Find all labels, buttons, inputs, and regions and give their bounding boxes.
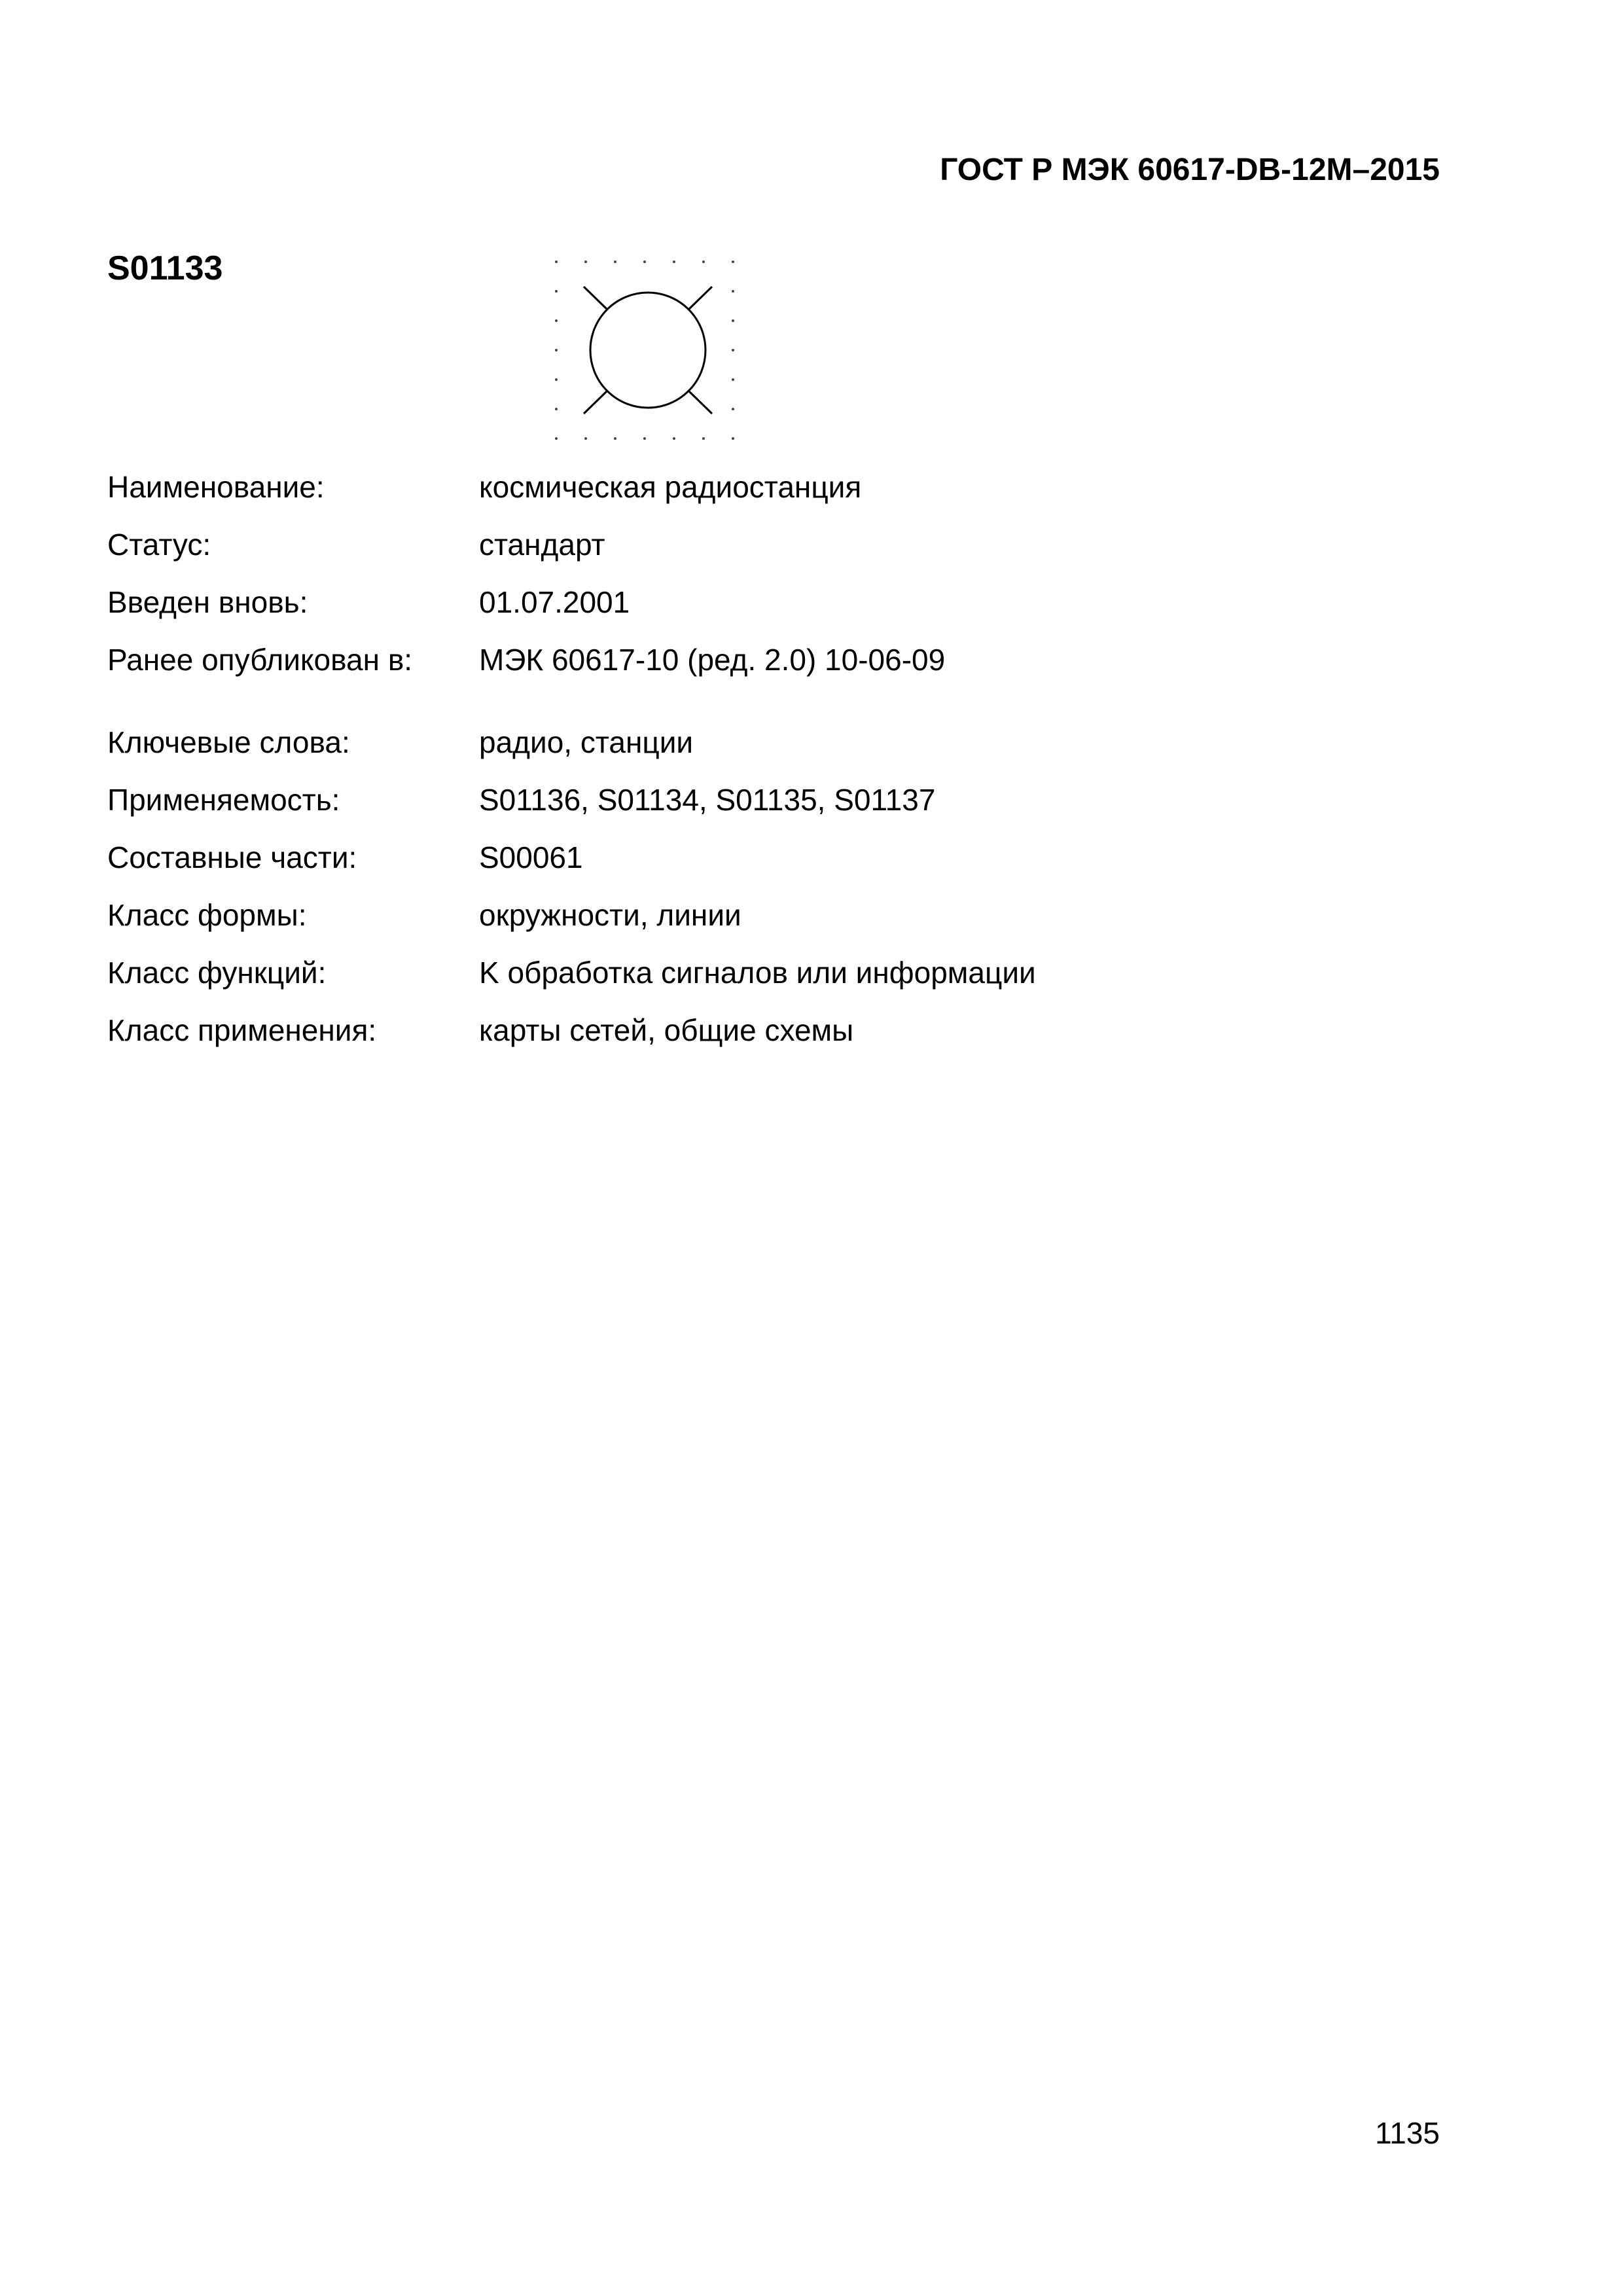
attribute-row-function-class	[107, 944, 1036, 1001]
grid-dot	[555, 437, 558, 440]
grid-dot	[673, 260, 675, 263]
attribute-value: стандарт	[479, 528, 605, 562]
attribute-value: K обработка сигналов или информации	[479, 956, 1036, 990]
grid-dot	[702, 260, 705, 263]
attribute-label: Введен вновь:	[107, 585, 308, 619]
grid-dot	[614, 260, 616, 263]
antenna-line-bottom-left	[584, 391, 607, 414]
symbol-circle	[590, 293, 705, 408]
attribute-row-previously-published	[107, 631, 1036, 689]
attribute-label: Класс применения:	[107, 1013, 377, 1047]
antenna-line-bottom-right	[688, 391, 712, 414]
grid-dot	[643, 437, 646, 440]
grid-dot	[732, 408, 734, 410]
grid-dot	[555, 349, 558, 351]
grid-dot	[732, 260, 734, 263]
attribute-label: Ключевые слова:	[107, 725, 350, 759]
grid-dot	[555, 378, 558, 381]
grid-dot	[555, 408, 558, 410]
attribute-row-keywords	[107, 713, 1036, 771]
grid-dot	[643, 260, 646, 263]
attribute-row-status	[107, 516, 1036, 573]
attribute-label: Статус:	[107, 528, 211, 562]
antenna-line-top-right	[688, 287, 712, 310]
attribute-label: Ранее опубликован в:	[107, 643, 413, 677]
attribute-row-name	[107, 458, 1036, 516]
attribute-value: 01.07.2001	[479, 585, 630, 619]
attribute-value: космическая радиостанция	[479, 470, 862, 504]
attribute-label: Применяемость:	[107, 783, 340, 817]
grid-dot	[732, 290, 734, 293]
grid-dot	[673, 437, 675, 440]
grid-dot	[732, 349, 734, 351]
grid-dot	[732, 437, 734, 440]
attribute-value: карты сетей, общие схемы	[479, 1013, 854, 1047]
attribute-label: Класс формы:	[107, 898, 307, 932]
attribute-row-applicability	[107, 771, 1036, 829]
grid-dot	[732, 378, 734, 381]
standard-designation: ГОСТ Р МЭК 60617-DB-12М–2015	[940, 152, 1440, 187]
attribute-row-shape-class	[107, 886, 1036, 944]
grid-dot	[702, 437, 705, 440]
attribute-row-introduced	[107, 573, 1036, 631]
attribute-value: S00061	[479, 840, 583, 874]
grid-dot	[555, 260, 558, 263]
symbol-strokes	[584, 287, 712, 414]
attribute-value: радио, станции	[479, 725, 694, 759]
attribute-row-application-class	[107, 1001, 1036, 1059]
attribute-label: Наименование:	[107, 470, 325, 504]
attribute-value: окружности, линии	[479, 898, 741, 932]
grid-dots	[555, 260, 734, 440]
grid-dot	[732, 319, 734, 322]
grid-dot	[584, 260, 587, 263]
grid-dot	[584, 437, 587, 440]
attribute-label: Составные части:	[107, 840, 357, 874]
attribute-row-components	[107, 829, 1036, 886]
attribute-value: S01136, S01134, S01135, S01137	[479, 783, 936, 817]
antenna-line-top-left	[584, 287, 607, 310]
attribute-table	[107, 458, 1036, 1059]
page-number: 1135	[1375, 2116, 1440, 2150]
grid-dot	[555, 319, 558, 322]
symbol-id: S01133	[107, 249, 223, 287]
attribute-label: Класс функций:	[107, 956, 327, 990]
attribute-value: МЭК 60617-10 (ред. 2.0) 10-06-09	[479, 643, 946, 677]
grid-dot	[614, 437, 616, 440]
space-radio-station-symbol-icon	[550, 255, 746, 445]
grid-dot	[555, 290, 558, 293]
